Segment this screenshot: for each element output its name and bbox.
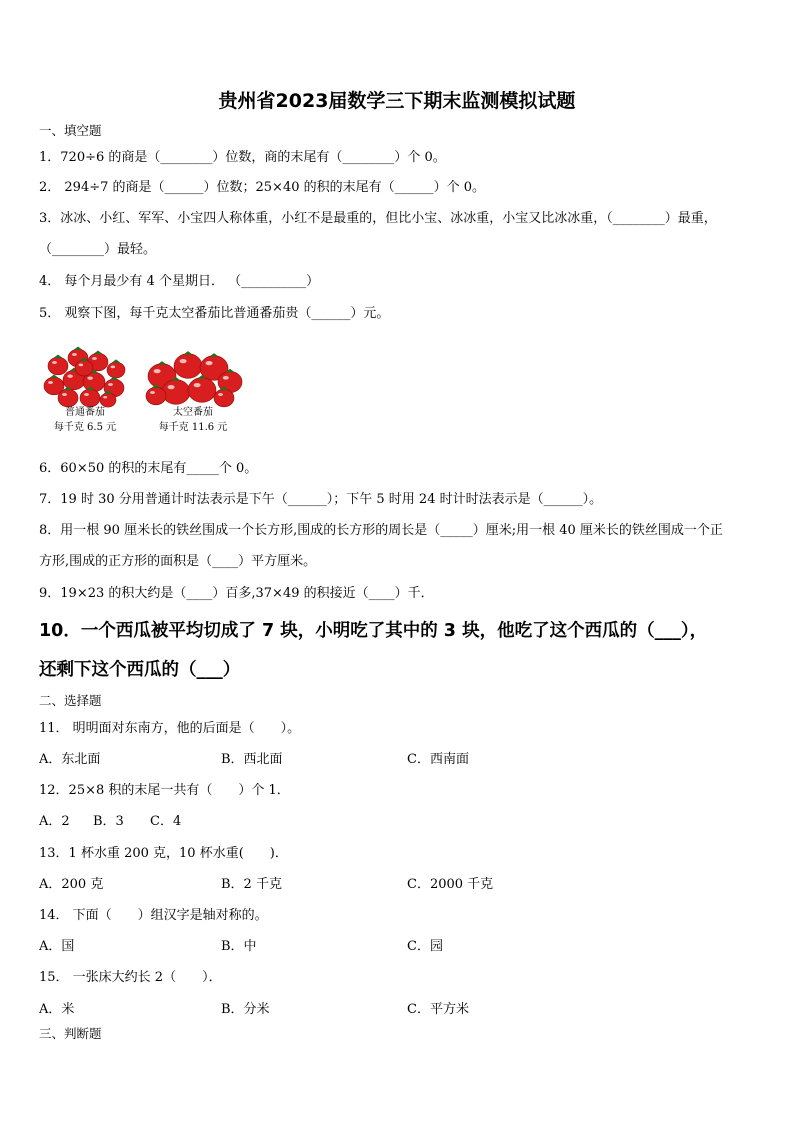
q12-option-a: A．2 xyxy=(39,814,70,829)
tomato-highlight xyxy=(150,391,155,394)
space-tomato xyxy=(188,378,216,403)
tomato-highlight xyxy=(168,385,175,389)
q15-option-a: A．米 xyxy=(39,1002,75,1017)
question-10-line-1: 10．一个西瓜被平均切成了 7 块，小明吃了其中的 3 块，他吃了这个西瓜的（___）， xyxy=(39,621,708,641)
q13-option-c: C．2000 千克 xyxy=(407,877,494,892)
normal-tomato-price: 每千克 6.5 元 xyxy=(53,422,117,433)
tomato-highlight xyxy=(111,366,116,369)
tomato-highlight xyxy=(103,396,107,398)
tomato-highlight xyxy=(218,393,223,396)
space-tomato xyxy=(146,387,166,405)
question-3-line-2: （________）最轻。 xyxy=(39,242,157,257)
question-12: 12．25×8 积的末尾一共有（ ）个 1． xyxy=(39,783,290,798)
space-tomato-image xyxy=(142,336,244,408)
normal-tomato xyxy=(75,360,93,376)
q15-option-b: B．分米 xyxy=(221,1002,270,1017)
question-7: 7．19 时 30 分用普通计时法表示是下午（______）；下午 5 时用 24 时计时法表示是（______）。 xyxy=(39,492,603,507)
tomato-highlight xyxy=(154,369,161,373)
tomato-highlight xyxy=(206,361,213,365)
question-8-line-2: 方形,围成的正方形的面积是（____）平方厘米。 xyxy=(39,554,317,569)
q13-option-a: A．200 克 xyxy=(39,877,104,892)
q11-option-a: A．东北面 xyxy=(39,752,101,767)
question-3-line-1: 3．冰冰、小红、军军、小宝四人称体重，小红不是最重的，但比小宝、冰冰重，小宝又比冰冰重，（________）最重， xyxy=(39,211,717,226)
question-1: 1．720÷6 的商是（________）位数，商的末尾有（________）个 0。 xyxy=(39,150,446,165)
tomato-highlight xyxy=(84,393,89,396)
question-8-line-1: 8．用一根 90 厘米长的铁丝围成一个长方形,围成的长方形的周长是（_____）厘米;用一根 40 厘米长的铁丝围成一个正 xyxy=(39,523,723,538)
space-tomato-name: 太空番茄 xyxy=(173,407,213,418)
question-11: 11． 明明面对东南方，他的后面是（ ）。 xyxy=(39,721,301,736)
tomato-highlight xyxy=(108,383,113,386)
q14-option-c: C．园 xyxy=(407,939,443,954)
q12-option-c: C．4 xyxy=(150,814,182,829)
q15-option-c: C．平方米 xyxy=(407,1002,469,1017)
q13-option-b: B．2 千克 xyxy=(221,877,282,892)
question-5: 5． 观察下图，每千克太空番茄比普通番茄贵（______）元。 xyxy=(39,306,390,321)
space-tomato-price: 每千克 11.6 元 xyxy=(158,422,228,433)
question-2: 2． 294÷7 的商是（______）位数；25×40 的积的末尾有（______）个 0。 xyxy=(39,180,486,195)
q14-option-a: A．国 xyxy=(39,939,75,954)
tomato-highlight xyxy=(72,353,77,356)
tomato-highlight xyxy=(194,383,201,387)
tomato-highlight xyxy=(180,359,187,363)
section-heading-choice: 二、选择题 xyxy=(39,693,102,708)
page-title: 贵州省2023届数学三下期末监测模拟试题 xyxy=(218,90,576,112)
q11-option-b: B．西北面 xyxy=(221,752,283,767)
q12-option-b: B．3 xyxy=(93,814,124,829)
question-14: 14． 下面（ ）组汉字是轴对称的。 xyxy=(39,908,268,923)
q14-option-b: B．中 xyxy=(221,939,257,954)
question-6: 6．60×50 的积的末尾有_____个 0。 xyxy=(39,461,258,476)
tomato-highlight xyxy=(79,364,84,367)
tomato-highlight xyxy=(52,361,57,364)
tomato-highlight xyxy=(62,393,67,396)
question-4: 4． 每个月最少有 4 个星期日． （__________） xyxy=(39,274,320,289)
question-10-line-2: 还剩下这个西瓜的（___） xyxy=(39,660,241,680)
tomato-highlight xyxy=(67,375,73,378)
normal-tomato-label xyxy=(40,405,130,435)
normal-tomato-name: 普通番茄 xyxy=(65,407,105,418)
normal-tomato xyxy=(107,362,125,378)
space-tomato xyxy=(174,354,202,379)
question-15: 15． 一张床大约长 2（ ）． xyxy=(39,970,222,985)
q11-option-c: C．西南面 xyxy=(407,752,469,767)
space-tomato-label xyxy=(148,405,238,435)
normal-tomato xyxy=(48,357,68,375)
tomato-highlight xyxy=(223,376,229,380)
tomato-highlight xyxy=(48,381,53,384)
tomato-highlight xyxy=(92,357,97,360)
space-tomato xyxy=(162,380,190,405)
question-9: 9．19×23 的积大约是（____）百多,37×49 的积接近（____）千． xyxy=(39,586,434,601)
tomato-highlight xyxy=(87,377,93,380)
section-heading-judge: 三、判断题 xyxy=(39,1026,102,1041)
section-heading-fill: 一、填空题 xyxy=(39,123,102,138)
question-13: 13．1 杯水重 200 克，10 杯水重( )． xyxy=(39,846,288,861)
normal-tomato-image xyxy=(40,336,132,408)
